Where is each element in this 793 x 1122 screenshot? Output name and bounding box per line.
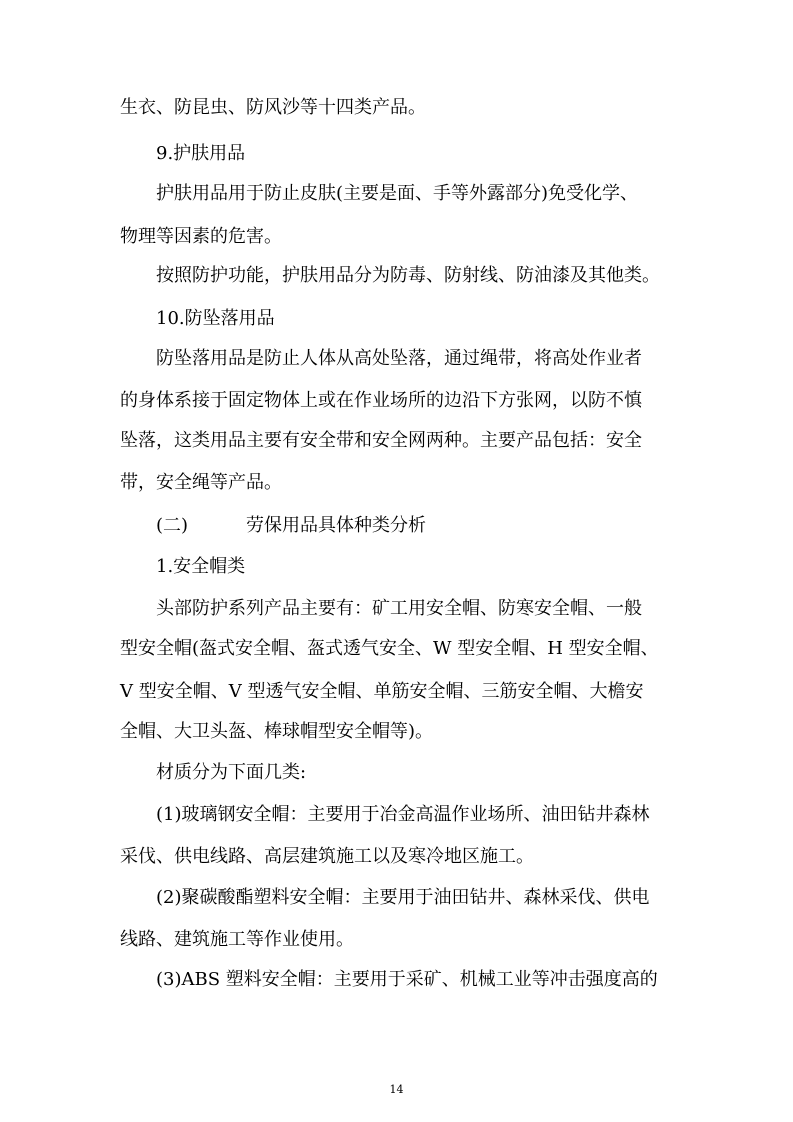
body-text-line: 的身体系接于固定物体上或在作业场所的边沿下方张网，以防不慎: [120, 390, 642, 411]
body-text-line: 生衣、防昆虫、防风沙等十四类产品。: [120, 97, 426, 118]
body-text-line: 坠落，这类用品主要有安全带和安全网两种。主要产品包括：安全: [120, 430, 642, 451]
paragraph-first-line: (1)玻璃钢安全帽：主要用于冶金高温作业场所、油田钻井森林: [156, 804, 650, 825]
section-heading: [156, 514, 426, 538]
section-title: 劳保用品具体种类分析: [246, 515, 426, 536]
body-text-line: 带，安全绳等产品。: [120, 472, 282, 493]
paragraph-first-line: (3)ABS 塑料安全帽：主要用于采矿、机械工业等冲击强度高的: [156, 969, 658, 990]
subheading-helmet: 1.安全帽类: [156, 556, 246, 577]
paragraph-first-line: 材质分为下面几类:: [156, 762, 307, 783]
paragraph-first-line: (2)聚碳酸酯塑料安全帽：主要用于油田钻井、森林采伐、供电: [156, 887, 650, 908]
body-text-line: 采伐、供电线路、高层建筑施工以及寒冷地区施工。: [120, 846, 534, 867]
paragraph-first-line: 头部防护系列产品主要有：矿工用安全帽、防寒安全帽、一般: [156, 598, 642, 619]
paragraph-first-line: 按照防护功能，护肤用品分为防毒、防射线、防油漆及其他类。: [156, 265, 660, 286]
body-text-line: V 型安全帽、V 型透气安全帽、单筋安全帽、三筋安全帽、大檐安: [120, 681, 644, 702]
body-text-line: 全帽、大卫头盔、棒球帽型安全帽等)。: [120, 721, 434, 742]
section-number: (二): [156, 515, 189, 536]
paragraph-first-line: 防坠落用品是防止人体从高处坠落，通过绳带，将高处作业者: [156, 348, 642, 369]
paragraph-first-line: 护肤用品用于防止皮肤(主要是面、手等外露部分)免受化学、: [156, 183, 639, 204]
body-text-line: 物理等因素的危害。: [120, 226, 282, 247]
body-text-line: 型安全帽(盔式安全帽、盔式透气安全、W 型安全帽、H 型安全帽、: [120, 638, 659, 659]
subheading-skin-care: 9.护肤用品: [156, 143, 246, 164]
page-number: 14: [389, 1083, 404, 1096]
body-text-line: 线路、建筑施工等作业使用。: [120, 929, 354, 950]
subheading-fall-protection: 10.防坠落用品: [156, 308, 275, 329]
